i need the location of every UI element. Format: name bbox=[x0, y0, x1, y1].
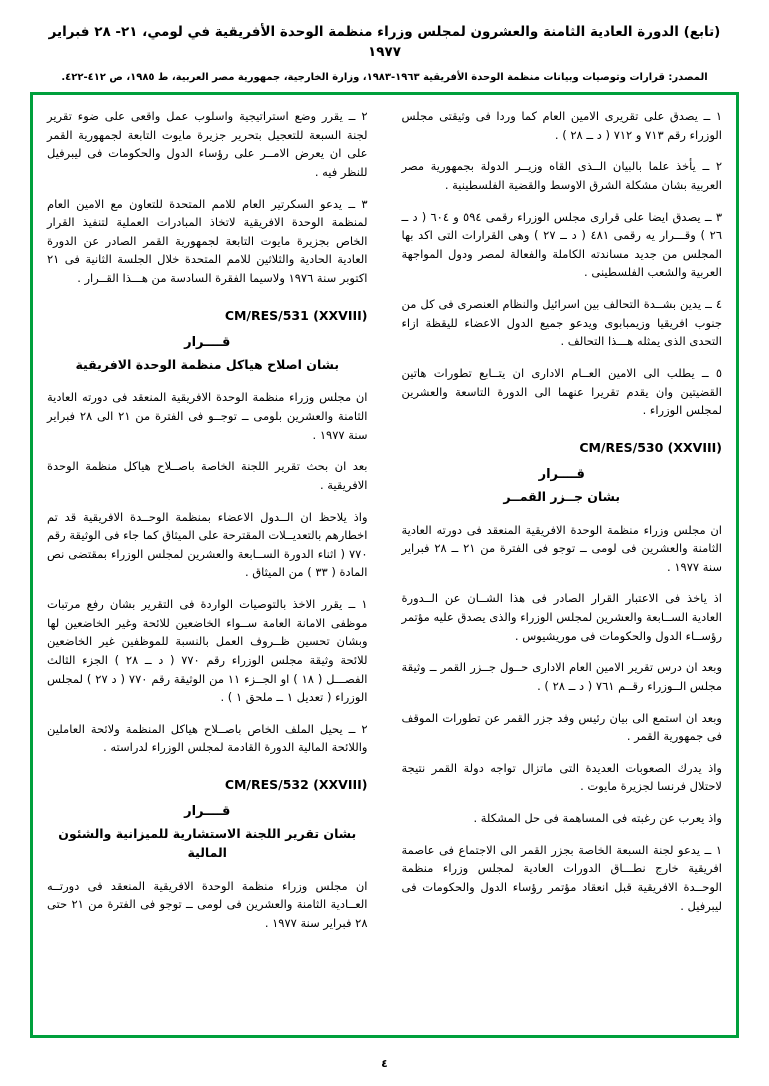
column-left bbox=[47, 107, 372, 1025]
paragraph: ٢ ــ يقرر وضع استراتيجية واسلوب عمل واقعى على ضوء تقرير لجنة السبعة للتعجيل بتحرير جزيرة مايوت التابعة لجمهورية القمر على ان يعرض الامــر على رؤساء الدول والحكومات فى ليبرفيل للنظر فيه . bbox=[47, 109, 368, 179]
two-column-body bbox=[47, 107, 722, 1025]
resolution-subject: بشان جــزر القمــر bbox=[503, 488, 621, 504]
resolution-code: CM/RES/531 (XXVIII) bbox=[224, 307, 368, 323]
paragraph: ٣ ــ يدعو السكرتير العام للامم المتحدة للتعاون مع الامين العام لمنظمة الوحدة الافريقية لاتخاذ المبادرات العملية لتنفيذ القرار الخاص بجزيرة مايوت التابعة لجمهورية القمر الصادر عن الدورة العادية الحادية والثلاثين للامم المتحدة خلال الجلسة الثانية فى ٢١ اكتوبر سنة ١٩٧٦ ولاسيما الفقرة السادسة من هـــذا القــرار . bbox=[47, 196, 368, 285]
page-header bbox=[0, 0, 769, 85]
paragraph: اذ ياخذ فى الاعتبار القرار الصادر فى هذا الشــان عن الــدورة العادية الســابعة والعشرين لمجلس الوزراء والذى يصدق عليه مؤتمر رؤســاء الدول والحكومات فى موريشيوس . bbox=[401, 591, 722, 643]
paragraph: ان مجلس وزراء منظمة الوحدة الافريقية المنعقد فى دورته العادية الثامنة والعشرين فى لومى ــ توجو فى الفترة من ٢١ ــ ٢٨ فبراير سنة ١٩٧٧ . bbox=[401, 522, 722, 574]
paragraph: واذ يدرك الصعوبات العديدة التى ماتزال تواجه دولة القمر نتيجة لاحتلال فرنسا لجزيرة مايوت . bbox=[401, 760, 722, 794]
paragraph: وبعد ان استمع الى بيان رئيس وفد جزر القمر عن تطورات الموقف فى جمهورية القمر . bbox=[401, 710, 722, 744]
resolution-subject: بشان اصلاح هياكل منظمة الوحدة الافريقية bbox=[75, 356, 340, 372]
page-number: ٤ bbox=[381, 1057, 388, 1070]
paragraph: ١ ــ يقرر الاخذ بالتوصيات الواردة فى التقرير بشان رفع مرتبات موظفى الامانة العامة ســواء الخاضعين للائحة وغير الخاضعين لها وبشان تحسين ظــروف العمل بالنسبة للموظفين غير الخاضعين للائحة وثيقة مجلس الوزراء رقم ٧٧٠ ( د ــ ٢٨ ) الجزء الثالث الفصـــل ( ١٨ ) او الجــزء ١١ من الوثيقة رقم ٧٧٠ ( د ٢٧ ) لمجلس الوزراء ( تعديل ١ ــ ملحق ١ ) . bbox=[47, 597, 368, 705]
resolution-subject: بشان تقرير اللجنة الاستشارية للميزانية والشئون المالية bbox=[58, 826, 357, 860]
source-note: المصدر: قرارات وتوصيات وبيانات منظمة الوحدة الأفريقية ١٩٦٣-١٩٨٣، وزارة الخارجية، جمهورية مصر العربية، ط ١٩٨٥، ص ٤١٢-٤٢٢. bbox=[61, 71, 708, 83]
resolution-heading: قــــرار bbox=[184, 804, 231, 819]
paragraph: ٢ ــ يأخذ علما بالبيان الــذى القاه وزيــر الدولة بجمهورية مصر العربية بشان مشكلة الشرق الاوسط والقضية الفلسطينية . bbox=[401, 159, 722, 192]
paragraph: بعد ان بحث تقرير اللجنة الخاصة باصــلاح هياكل منظمة الوحدة الافريقية . bbox=[47, 459, 368, 492]
paragraph: ١ ــ يدعو لجنة السبعة الخاصة بجزر القمر الى الاجتماع فى عاصمة افريقية خارج نطـــاق الدورات العادية لمجلس وزراء منظمة الوحــدة الافريقية قبل انعقاد مؤتمر رؤساء الدول والحكومات فى ليبرفيل . bbox=[401, 842, 722, 913]
resolution-heading: قــــرار bbox=[538, 466, 585, 482]
paragraph: ان مجلس وزراء منظمة الوحدة الافريقية المنعقد فى دورتــه العــادية الثامنة والعشرين فى لومى ــ توجو فى الفترة من ٢١ حتى ٢٨ فبراير سنة ١٩٧٧ . bbox=[47, 878, 368, 930]
column-right bbox=[398, 107, 723, 1025]
paragraph: ٢ ــ يحيل الملف الخاص باصــلاح هياكل المنظمة ولائحة العاملين واللائحة المالية الدورة القادمة لمجلس الوزراء لدراسته . bbox=[47, 721, 368, 755]
resolution-code: CM/RES/530 (XXVIII) bbox=[579, 439, 722, 455]
paragraph: ان مجلس وزراء منظمة الوحدة الافريقية المنعقد فى دورته العادية الثامنة والعشرين بلومى ــ توجــو فى الفترة من ٢١ الى ٢٨ فبراير سنة ١٩٧٧ . bbox=[47, 390, 368, 442]
paragraph: ٣ ــ يصدق ايضا على قرارى مجلس الوزراء رقمى ٥٩٤ و ٦٠٤ ( د ــ ٢٦ ) وقـــرار يه رقمى ٤٨١ ( د ــ ٢٧ ) وهى القرارات التى اكد بها المجلس من جديد مساندته الكاملة والفعالة لمصر ودول المواجهة العربية والشعب الفلسطينى . bbox=[401, 209, 722, 280]
page-title: (تابع) الدورة العادية الثامنة والعشرون لمجلس وزراء منظمة الوحدة الأفريقية في لومي، ٢١- ٢٨ فبراير ١٩٧٧ bbox=[48, 24, 721, 61]
content-frame bbox=[30, 92, 739, 1038]
paragraph: ٥ ــ يطلب الى الامين العــام الادارى ان يتــابع تطورات هاتين القضيتين وان يقدم تقريرا عنهما الى الدورة التاسعة والعشرين لمجلس الوزراء . bbox=[401, 365, 722, 418]
resolution-code: CM/RES/532 (XXVIII) bbox=[224, 777, 368, 792]
paragraph: وبعد ان درس تقرير الامين العام الادارى حــول جــزر القمر ــ وثيقة مجلس الــوزراء رقــم ٧٦١ ( د ــ ٢٨ ) . bbox=[401, 660, 722, 693]
paragraph: ١ ــ يصدق على تقريرى الامين العام كما وردا فى وثيقتى مجلس الوزراء رقم ٧١٣ و ٧١٢ ( د ــ ٢٨ ) . bbox=[401, 109, 722, 142]
paragraph: ٤ ــ يدين بشــدة التحالف بين اسرائيل والنظام العنصرى فى كل من جنوب افريقيا وزيمبابوى ويدعو جميع الدول الاعضاء لليقظة ازاء التحدى الذى يمثله هـــذا التحالف . bbox=[401, 297, 722, 349]
resolution-heading: قــــرار bbox=[184, 334, 231, 350]
paragraph: واذ يعرب عن رغبته فى المساهمة فى حل المشكلة . bbox=[473, 811, 722, 825]
paragraph: واذ يلاحظ ان الــدول الاعضاء بمنظمة الوحــدة الافريقية قد تم اخطارهم بالتعديــلات المقترحة على الميثاق كما جاء فى الوثيقة رقم ٧٧٠ ( اثناء الدورة الســابعة والعشرين لمجلس الوزراء بمقتضى نص المادة ( ٣٣ ) من الميثاق . bbox=[47, 509, 368, 580]
